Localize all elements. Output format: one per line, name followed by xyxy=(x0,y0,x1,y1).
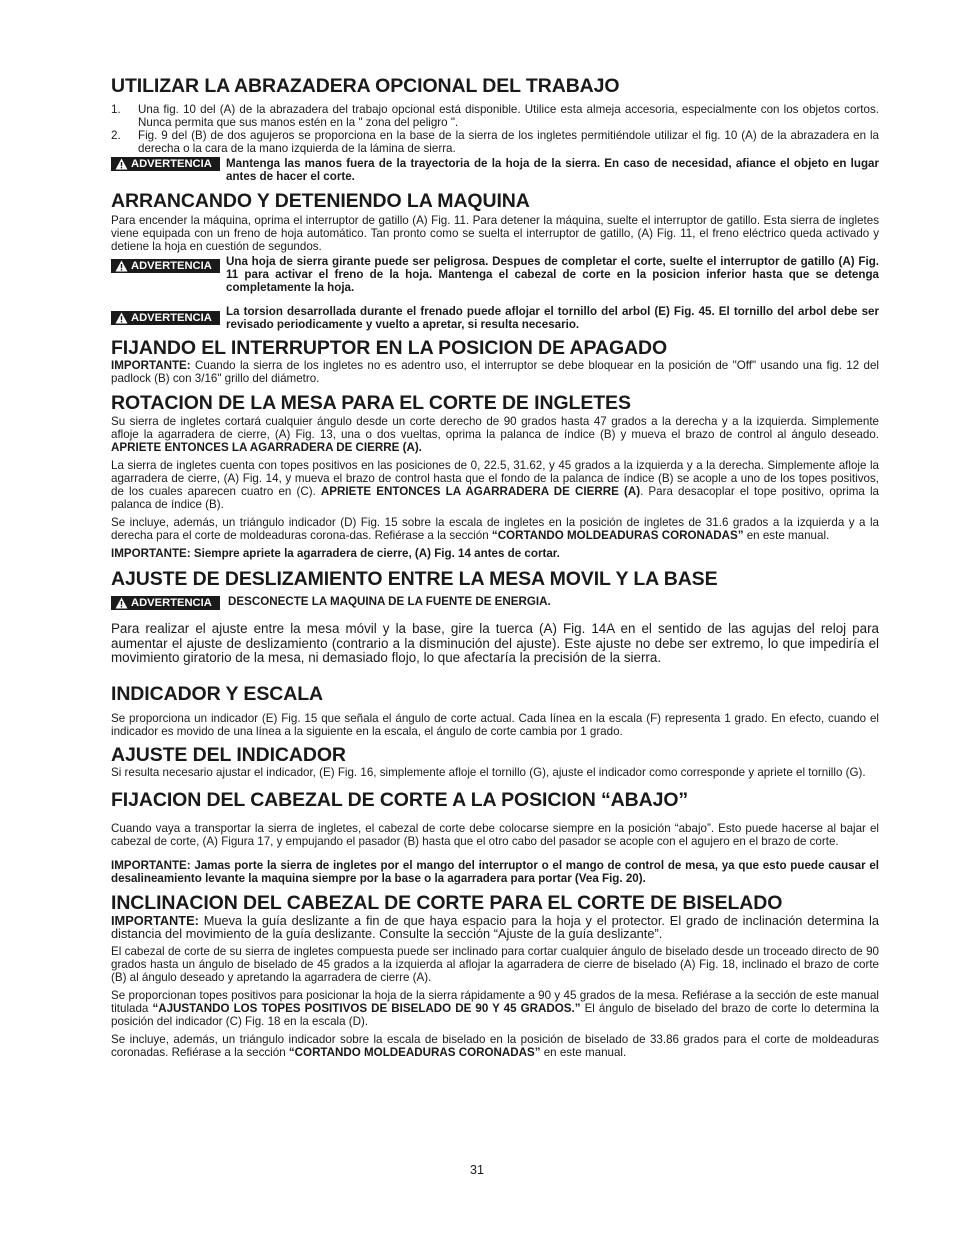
warning-badge: ADVERTENCIA xyxy=(111,157,220,171)
paragraph: Para encender la máquina, oprima el interruptor de gatillo (A) Fig. 11. Para detener la máquina, suelte el interruptor de gatillo. Esta sierra de ingletes viene equipada con un freno de hoja automático. Tan pronto como se suelta el interruptor de gatillo, (A) Fig. 11, el freno eléctrico queda activado y detiene la hoja en cuestión de segundos. xyxy=(111,214,879,253)
paragraph: Si resulta necesario ajustar el indicador, (E) Fig. 16, simplemente afloje el tornillo (G), ajuste el indicador como corresponde y apriete el tornillo (G). xyxy=(111,765,866,779)
list-item: 2. Fig. 9 del (B) de dos agujeros se proporciona en la base de la sierra de los ingletes permitiéndole utilizar el fig. 10 (A) de la abrazadera en la derecha o la cara de la mano izquierda de la lámina de sierra. xyxy=(111,129,879,155)
section-title: AJUSTE DEL INDICADOR xyxy=(111,743,346,766)
paragraph: Se incluye, además, un triángulo indicador (D) Fig. 15 sobre la escala de ingletes en la posición de ingletes de 31.6 grados a la izquierda y a la derecha para el corte de moldeaduras corona-das. Refiérase a la sección “CORTANDO MOLDEADURAS CORONADAS” en este manual. xyxy=(111,516,879,542)
paragraph: Se incluye, además, un triángulo indicador sobre la escala de biselado en la posición de biselado de 33.86 grados para el corte de moldeaduras coronadas. Refiérase a la sección “CORTANDO MOLDEADURAS CORONADAS” en este manual. xyxy=(111,1032,879,1059)
paragraph: Cuando vaya a transportar la sierra de ingletes, el cabezal de corte debe colocarse siempre en la posición “abajo”. Esto puede hacerse al bajar el cabezal de corte, (A) Figura 17, y empujando el pasador (B) hasta que el otro cabo del pasador se acople con el agujero en el brazo de corte. xyxy=(111,821,879,848)
paragraph: Se proporciona un indicador (E) Fig. 15 que señala el ángulo de corte actual. Cada línea en la escala (F) representa 1 grado. En efecto, cuando el indicador es movido de una línea a la siguiente en la escala, el ángulo de corte cambia por 1 grado. xyxy=(111,711,879,738)
warning-icon xyxy=(115,312,128,324)
paragraph: Se proporcionan topes positivos para posicionar la hoja de la sierra rápidamente a 90 y 45 grados de la mesa. Refiérase a la sección de este manual titulada “AJUSTANDO LOS TOPES POSITIVOS DE BISELADO DE 90 Y 45 GRADOS.” El ángulo de biselado del brazo de corte lo determina la posición del indicador (C) Fig. 18 en la escala (D). xyxy=(111,988,879,1028)
section-title: UTILIZAR LA ABRAZADERA OPCIONAL DEL TRABAJO xyxy=(111,75,620,97)
section-title: FIJANDO EL INTERRUPTOR EN LA POSICION DE APAGADO xyxy=(111,337,668,359)
list-item: 1. Una fig. 10 del (A) de la abrazadera del trabajo opcional está disponible. Utilice esta almeja accesoria, especialmente con los objetos cortos. Nunca permita que sus manos estén en la " zona del peligro ". xyxy=(111,103,879,129)
warning-block xyxy=(111,255,879,294)
warning-icon xyxy=(115,597,128,609)
warning-text: Mantenga las manos fuera de la trayectoria de la hoja de la sierra. En caso de necesidad, afiance el objeto en lugar antes de hacer el corte. xyxy=(226,157,879,183)
section-title: ROTACION DE LA MESA PARA EL CORTE DE INGLETES xyxy=(111,392,631,414)
warning-block xyxy=(111,157,879,183)
paragraph: Su sierra de ingletes cortará cualquier ángulo desde un corte derecho de 90 grados hasta 47 grados a la derecha y a la izquierda. Simplemente afloje la agarradera de cierre, (A) Fig. 13, una o dos vueltas, oprima la palanca de índice (B) y mueva el brazo de control al ángulo deseado. APRIETE ENTONCES LA AGARRADERA DE CIERRE (A). xyxy=(111,415,879,454)
paragraph: IMPORTANTE: Jamas porte la sierra de ingletes por el mango del interruptor o el mango de control de mesa, ya que esto puede causar el desalineamiento levante la maquina siempre por la base o la agarradera para portar (Vea Fig. 20). xyxy=(111,858,879,885)
warning-badge: ADVERTENCIA xyxy=(111,596,220,610)
warning-icon xyxy=(115,158,128,170)
paragraph: IMPORTANTE: Cuando la sierra de los ingletes no es adentro uso, el interruptor se debe bloquear en la posición de "Off" usando una fig. 12 del padlock (B) con 3/16" grillo del diámetro. xyxy=(111,359,879,385)
warning-text: La torsion desarrollada durante el frenado puede aflojar el tornillo del arbol (E) Fig. 45. El tornillo del arbol debe ser revisado periodicamente y vuelto a apretar, si resulta necesario. xyxy=(226,305,879,331)
warning-badge: ADVERTENCIA xyxy=(111,259,220,273)
section-title: FIJACION DEL CABEZAL DE CORTE A LA POSICION “ABAJO” xyxy=(111,788,689,811)
paragraph: La sierra de ingletes cuenta con topes positivos en las posiciones de 0, 22.5, 31.62, y 45 grados a la izquierda y a la derecha. Simplemente afloje la agarradera de cierre, (A) Fig. 14, y mueva el brazo de control hasta que el fondo de la palanca de índice (B) se acople a uno de los topes positivos, de los cuales aparecen cuatro en (C). APRIETE ENTONCES LA AGARRADERA DE CIERRE (A). Para desacoplar el tope positivo, oprima la palanca de índice (B). xyxy=(111,459,879,511)
section-title: ARRANCANDO Y DETENIENDO LA MAQUINA xyxy=(111,190,530,212)
section-title: INDICADOR Y ESCALA xyxy=(111,682,324,705)
paragraph: El cabezal de corte de su sierra de ingletes compuesta puede ser inclinado para cortar cualquier ángulo de biselado desde un troceado directo de 90 grados hasta un ángulo de biselado de 45 grados a la izquierda al aflojar la agarradera de cierre de biselado (A) Fig. 18, inclinado el brazo de corte (B) al ángulo deseado y apretando la agarradera de cierre (A). xyxy=(111,944,879,984)
paragraph: IMPORTANTE: Mueva la guía deslizante a fin de que haya espacio para la hoja y el protector. El grado de inclinación determina la distancia del movimiento de la guía deslizante. Consulte la sección “Ajuste de la guía deslizante”. xyxy=(111,912,879,942)
page-content xyxy=(111,76,879,1059)
warning-badge: ADVERTENCIA xyxy=(111,311,220,325)
paragraph: IMPORTANTE: Siempre apriete la agarradera de cierre, (A) Fig. 14 antes de cortar. xyxy=(111,547,560,560)
warning-text: Una hoja de sierra girante puede ser peligrosa. Despues de completar el corte, suelte el interruptor de gatillo (A) Fig. 11 para activar el freno de la hoja. Mantenga el cabezal de corte en la posicion inferior hasta que se detenga completamente la hoja. xyxy=(226,255,879,294)
numbered-list xyxy=(111,103,879,155)
warning-block xyxy=(111,305,879,331)
warning-block xyxy=(111,595,879,610)
section-title: INCLINACION DEL CABEZAL DE CORTE PARA EL CORTE DE BISELADO xyxy=(111,891,783,914)
page-number: 31 xyxy=(470,1163,484,1177)
warning-icon xyxy=(115,260,128,272)
section-title: AJUSTE DE DESLIZAMIENTO ENTRE LA MESA MOVIL Y LA BASE xyxy=(111,568,718,590)
paragraph: Para realizar el ajuste entre la mesa móvil y la base, gire la tuerca (A) Fig. 14A en el sentido de las agujas del reloj para aumentar el ajuste de deslizamiento (contrario a la disminución del ajuste). Este ajuste no debe ser extremo, lo que impediría el movimiento giratorio de la mesa, ni demasiado flojo, lo que afectaría la precisión de la sierra. xyxy=(111,621,879,666)
warning-text: DESCONECTE LA MAQUINA DE LA FUENTE DE ENERGIA. xyxy=(228,595,551,608)
